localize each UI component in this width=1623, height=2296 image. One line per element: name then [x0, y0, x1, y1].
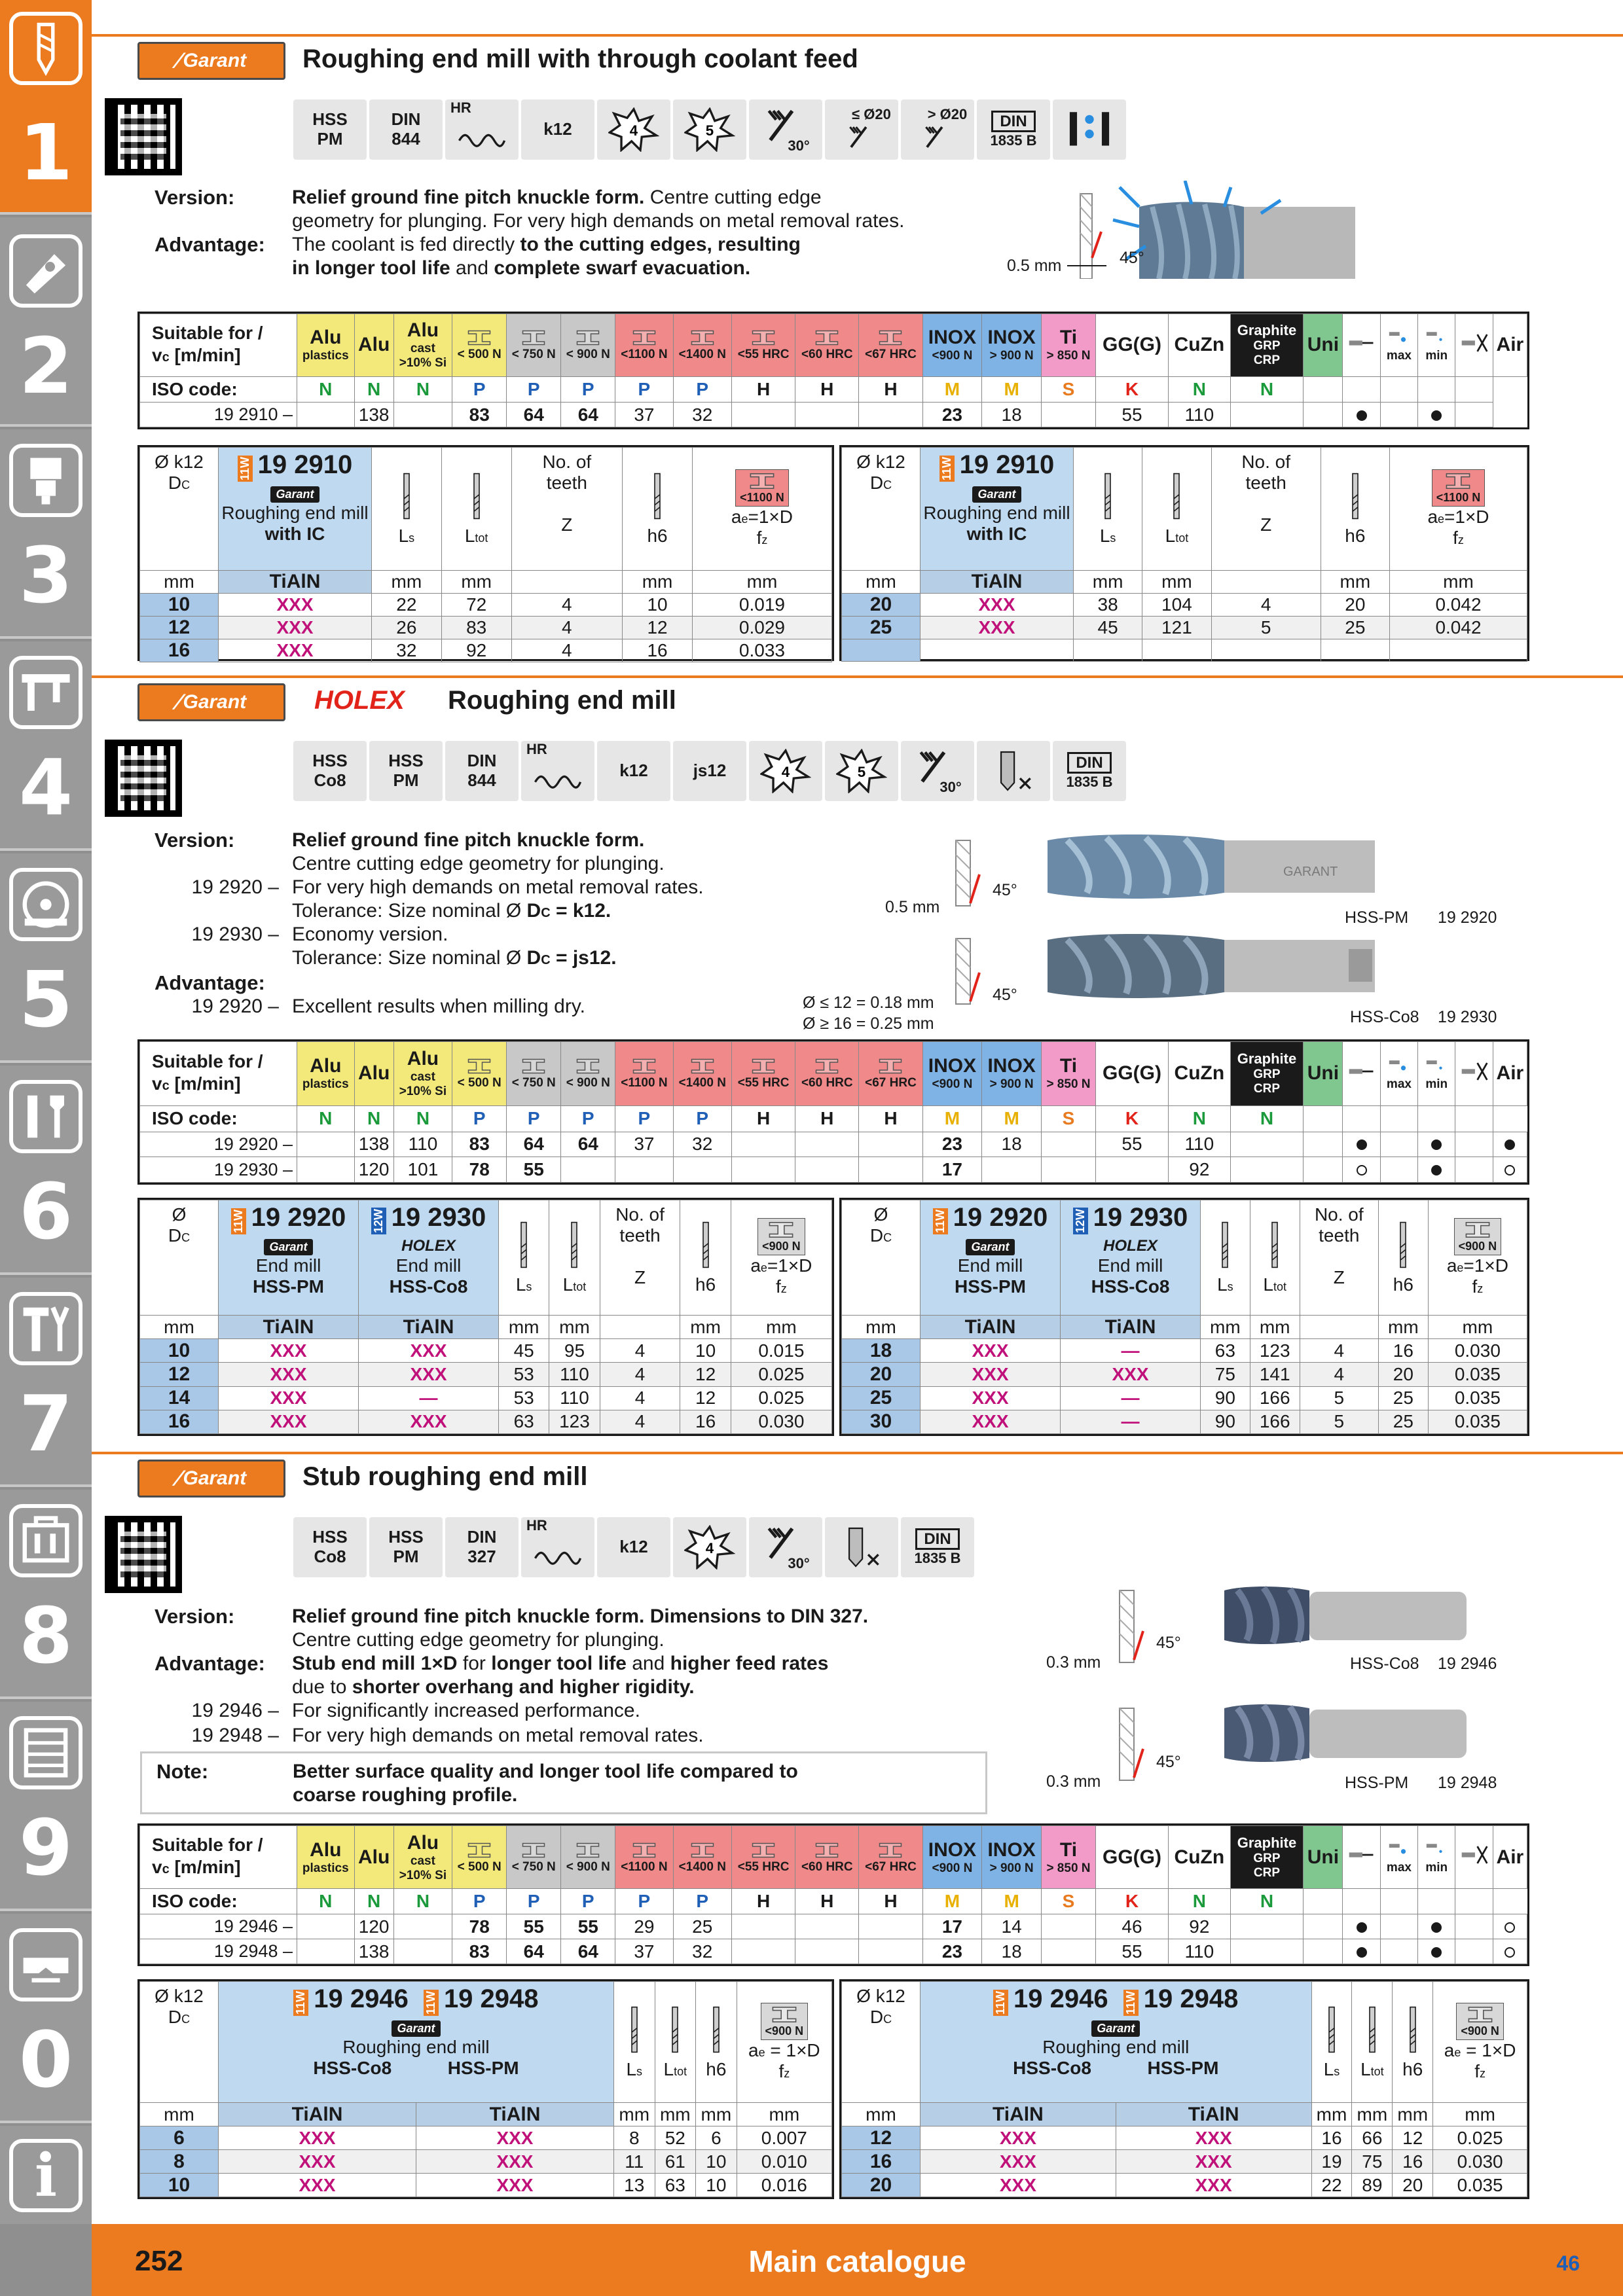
saw-blade-icon [9, 868, 82, 941]
symbol-plunge [825, 1517, 898, 1577]
matrix-row: 19 2930 – 120 101 78 55 17 92 [140, 1157, 1527, 1183]
iso-code-label: ISO code: [140, 1105, 297, 1132]
symbol-30: 30° [749, 99, 822, 160]
dimension-row: 20 XXX XXX 22 89 20 0.035 [842, 2174, 1527, 2197]
advantage-text: Excellent results when milling dry. [292, 996, 585, 1017]
chapter-number: 1 [18, 107, 73, 198]
advantage-label: Advantage: [155, 1652, 265, 1675]
symbol-k12: k12 [597, 741, 670, 801]
chapter-sidebar [0, 0, 92, 2296]
dry-icon [1343, 1042, 1380, 1106]
chapter-tab-1[interactable] [0, 0, 92, 215]
iso-code-label: ISO code: [140, 1889, 297, 1914]
chuck-icon [9, 444, 82, 517]
svg-text:4: 4 [781, 763, 790, 780]
advantage-label: Advantage: [155, 233, 265, 256]
variant-label: 19 2948 – [191, 1725, 279, 1746]
symbol-din-327: DIN 327 [445, 1517, 519, 1577]
section-divider [92, 675, 1623, 678]
dimension-row: 16 XXX XXX 19 75 16 0.030 [842, 2150, 1527, 2174]
symbol-din-844: DIN 844 [445, 741, 519, 801]
chapter-tab-3[interactable] [0, 429, 92, 639]
symbol-plunge [977, 741, 1050, 801]
symbol-4 [597, 99, 670, 160]
article-header: 11W 19 2910 Garant Roughing end mill with IC [921, 448, 1074, 571]
symbol-k12: k12 [597, 1517, 670, 1577]
coolant-end-mill-image [1002, 181, 1539, 279]
safety-goggles-icon [9, 1928, 82, 2001]
suitability-matrix-1: Suitable for / vc [m/min] Alu plastics Alu Alu cast >10% Si < 500 N < 750 N < 900 N <1100 N <1400 N <55 HRC <60 HRC <67 HRC INOX <900 N INOX > 900 N Ti > 850 N GG(G) CuZn Graphite GRP CRP Uni max min Air ISO code: N N N P P P P P H H H M M S K N N 19 2910 – 138 83 64 64 37 32 23 18 55 110 [137, 312, 1529, 429]
svg-text:5: 5 [705, 122, 714, 139]
matrix-row: 19 2948 – 138 83 64 64 37 32 23 18 55 110 [140, 1939, 1527, 1964]
qr-code[interactable] [105, 740, 182, 817]
image-article-number: 19 2948 [1438, 1774, 1497, 1792]
version-label: Version: [155, 829, 235, 852]
dimension-table-3-left: Ø k12 DC 11W 19 2946 11W 19 2948 Garant Roughing end mill HSS-Co8 HSS-PM Ls Ltot h6 <900 N ae = 1×D fz mm TiAlN TiAlN mm mm mm mm 6 XXX XXX 8 52 6 0.007 8 XXX XXX 11 61 10 0.010 10 XXX XXX 13 63 10 0.016 [137, 1979, 834, 2199]
article-header: 11W 19 2910 Garant Roughing end mill with IC [219, 448, 372, 571]
chamfer-dimension-small: Ø ≤ 12 = 0.18 mm [803, 994, 934, 1012]
image-article-number: 19 2946 [1438, 1655, 1497, 1673]
section-title: Roughing end mill with through coolant feed [302, 45, 858, 73]
variant-label: 19 2946 – [191, 1700, 279, 1721]
symbol-js12: js12 [673, 741, 746, 801]
svg-text:5: 5 [857, 763, 866, 780]
dimension-row: 20 XXX XXX 75 141 4 20 0.035 [842, 1363, 1527, 1386]
dimension-row: 16 XXX 32 92 4 16 0.033 [140, 639, 832, 662]
chapter-number: 2 [18, 321, 73, 411]
chapter-number: 0 [18, 2015, 73, 2105]
chapter-tab-0[interactable] [0, 1914, 92, 2123]
dimension-table-2-left: Ø DC 11W 19 2920 Garant End mill HSS-PM 12W 19 2930 HOLEX End mill HSS-Co8 Ls Ltot No. of teeth Z h6 <900 N ae=1×D fz mm TiAlN TiAlN mm mm mm mm 10 XXX XXX 45 95 4 10 0.015 12 XXX XXX 53 110 4 12 0.025 14 XXX — 53 110 4 12 0.025 16 XXX XXX 63 123 4 16 0.030 [137, 1198, 834, 1436]
suitability-matrix-2: Suitable for / vc [m/min] Alu plastics Alu Alu cast >10% Si < 500 N < 750 N < 900 N <1100 N <1400 N <55 HRC <60 HRC <67 HRC INOX <900 N INOX > 900 N Ti > 850 N GG(G) CuZn Graphite GRP CRP Uni max min Air ISO code: N N N P P P P P H H H M M S K N N 19 2920 – 138 110 83 64 64 37 32 23 18 55 110 19 2930 – 120 101 78 55 17 92 [137, 1039, 1529, 1185]
symbol-20: > Ø20 [901, 99, 974, 160]
page-number-right: 46 [1556, 2251, 1580, 2275]
dimension-row: 12 XXX 26 83 4 12 0.029 [140, 617, 832, 639]
variant-label: 19 2920 – [191, 996, 279, 1017]
image-material-label: HSS-Co8 [1350, 1008, 1419, 1026]
dimension-row: 12 XXX XXX 53 110 4 12 0.025 [140, 1363, 832, 1386]
symbol-din-844: DIN 844 [369, 99, 443, 160]
diameter-header: Ø k12 DC [140, 448, 219, 571]
chapter-tab-info[interactable] [0, 2126, 92, 2224]
matrix-row: 19 2910 – 138 83 64 64 37 32 23 18 55 110 [140, 403, 1527, 427]
variant-label: 19 2930 – [191, 924, 279, 945]
chamfer-angle: 45° [993, 881, 1017, 899]
dimension-row: 12 XXX XXX 16 66 12 0.025 [842, 2126, 1527, 2150]
no-coolant-icon [1455, 1042, 1493, 1106]
symbol-hr: HR [445, 99, 519, 160]
drill-icon [9, 12, 82, 85]
dimension-row: 6 XXX XXX 8 52 6 0.007 [140, 2126, 832, 2150]
dimension-row: 8 XXX XXX 11 61 10 0.010 [140, 2150, 832, 2174]
coolant-max-icon: max [1380, 1042, 1417, 1106]
dimension-row: 14 XXX — 53 110 4 12 0.025 [140, 1386, 832, 1410]
symbol-30: 30° [901, 741, 974, 801]
symbol-1835-b: DIN 1835 B [901, 1517, 974, 1577]
symbol-coolant [1053, 99, 1126, 160]
suitable-header: Suitable for / vc [m/min] [140, 1826, 297, 1889]
section-title: Roughing end mill [448, 686, 676, 715]
advantage-text: Stub end mill 1×D for longer tool life and higher feed rates due to shorter overhang and higher rigidity. [292, 1653, 829, 1698]
catalogue-title: Main catalogue [748, 2244, 966, 2278]
holex-logo: HOLEX [314, 686, 405, 715]
variant-text: For very high demands on metal removal rates. [292, 1725, 704, 1746]
dimension-row: 10 XXX XXX 13 63 10 0.016 [140, 2174, 832, 2197]
dimension-table-3-right: Ø k12 DC 11W 19 2946 11W 19 2948 Garant Roughing end mill HSS-Co8 HSS-PM Ls Ltot h6 <900 N ae = 1×D fz mm TiAlN TiAlN mm mm mm mm 12 XXX XXX 16 66 12 0.025 16 XXX XXX 19 75 16 0.030 20 XXX XXX 22 89 20 0.035 [839, 1979, 1529, 2199]
no-coolant-icon [1455, 1826, 1493, 1889]
symbol-hr: HR [521, 1517, 594, 1577]
dry-icon [1343, 314, 1380, 377]
suitability-matrix-3: Suitable for / vc [m/min] Alu plastics Alu Alu cast >10% Si < 500 N < 750 N < 900 N <1100 N <1400 N <55 HRC <60 HRC <67 HRC INOX <900 N INOX > 900 N Ti > 850 N GG(G) CuZn Graphite GRP CRP Uni max min Air ISO code: N N N P P P P P H H H M M S K N N 19 2946 – 120 78 55 55 29 25 17 14 46 92 19 2948 – 138 83 64 64 37 32 23 18 55 110 [137, 1823, 1529, 1966]
chamfer-dimension: 0.3 mm [1046, 1772, 1101, 1791]
chapter-number: 6 [18, 1166, 73, 1257]
dimension-row: 25 XXX — 90 166 5 25 0.035 [842, 1386, 1527, 1410]
cabinet-icon [9, 1716, 82, 1789]
chapter-number: 8 [18, 1590, 73, 1681]
symbol-hss-co8: HSS Co8 [293, 1517, 367, 1577]
symbol-k12: k12 [521, 99, 594, 160]
chapter-number: 3 [18, 530, 73, 620]
coolant-max-icon: max [1380, 1826, 1417, 1889]
symbol-hss-pm: HSS PM [369, 1517, 443, 1577]
dimension-row: 18 XXX — 63 123 4 16 0.030 [842, 1339, 1527, 1363]
chamfer-angle: 45° [1120, 249, 1144, 267]
section-divider [92, 1452, 1623, 1454]
dimension-row: 30 XXX — 90 166 5 25 0.035 [842, 1410, 1527, 1433]
roughing-end-mill-images [949, 831, 1539, 1028]
garant-logo: ⁄ Garant [137, 1460, 285, 1498]
coolant-min-icon: min [1418, 1826, 1455, 1889]
section-divider [92, 34, 1623, 37]
dimension-row: 10 XXX 22 72 4 10 0.019 [140, 594, 832, 617]
svg-text:GARANT: GARANT [1283, 865, 1338, 879]
chapter-tab-2[interactable] [0, 217, 92, 427]
image-material-label: HSS-PM [1345, 1774, 1409, 1792]
symbol-5 [825, 741, 898, 801]
image-material-label: HSS-PM [1345, 908, 1409, 927]
chamfer-dimension: 0.5 mm [885, 898, 940, 916]
chamfer-angle: 45° [993, 986, 1017, 1004]
chamfer-dimension: 0.3 mm [1046, 1653, 1101, 1672]
chamfer-angle: 45° [1156, 1634, 1181, 1652]
page-number: 252 [135, 2245, 183, 2277]
suitable-header: Suitable for / vc [m/min] [140, 314, 297, 377]
dimension-table-2-right: Ø DC 11W 19 2920 Garant End mill HSS-PM 12W 19 2930 HOLEX End mill HSS-Co8 Ls Ltot No. of teeth Z h6 <900 N ae=1×D fz mm TiAlN TiAlN mm mm mm mm 18 XXX — 63 123 4 16 0.030 20 XXX XXX 75 141 4 20 0.035 25 XXX — 90 166 5 25 0.035 30 XXX — 90 166 5 25 0.035 [839, 1198, 1529, 1436]
info-icon: i [9, 2139, 82, 2212]
symbol-4 [673, 1517, 746, 1577]
image-article-number: 19 2930 [1438, 1008, 1497, 1026]
caliper-icon [9, 656, 82, 729]
matrix-row: 19 2920 – 138 110 83 64 64 37 32 23 18 55 110 [140, 1132, 1527, 1157]
no-coolant-icon [1455, 314, 1493, 377]
toolbox-icon [9, 1504, 82, 1577]
coolant-min-icon: min [1418, 314, 1455, 377]
chamfer-angle: 45° [1156, 1753, 1181, 1771]
coolant-max-icon: max [1380, 314, 1417, 377]
svg-text:4: 4 [629, 122, 638, 139]
image-material-label: HSS-Co8 [1350, 1655, 1419, 1673]
symbol-5 [673, 99, 746, 160]
page-footer [92, 2224, 1623, 2296]
chamfer-dimension: 0.5 mm [1007, 257, 1062, 275]
variant-text: For significantly increased performance. [292, 1700, 640, 1721]
dry-icon [1343, 1826, 1380, 1889]
version-label: Version: [155, 1605, 235, 1628]
dimension-row: 10 XXX XXX 45 95 4 10 0.015 [140, 1339, 832, 1363]
advantage-label: Advantage: [155, 971, 265, 994]
diameter-header: Ø k12 DC [842, 448, 921, 571]
symbol-4 [749, 741, 822, 801]
stub-end-mill-images [1041, 1584, 1539, 1800]
qr-code[interactable] [105, 98, 182, 175]
version-label: Version: [155, 186, 235, 209]
chapter-tab-8[interactable] [0, 1490, 92, 1699]
symbol-1835-b: DIN 1835 B [1053, 741, 1126, 801]
advantage-text: The coolant is fed directly to the cutting edges, resulting in longer tool life and complete swarf evacuation. [292, 234, 801, 279]
dimension-row: 16 XXX XXX 63 123 4 16 0.030 [140, 1410, 832, 1433]
symbol-20: ≤ Ø20 [825, 99, 898, 160]
garant-logo: ⁄ Garant [137, 683, 285, 721]
chapter-tab-7[interactable] [0, 1278, 92, 1487]
symbol-hss-co8: HSS Co8 [293, 741, 367, 801]
dimension-table-1-left: Ø k12 DC 11W 19 2910 Garant Roughing end mill with IC Ls Ltot No. of teeth Z h6 <1100 N ae=1×D fz mm TiAlN mm mm mm mm 10 XXX 22 72 4 10 0.019 12 XXX 26 83 4 12 0.029 16 XXX 32 92 4 16 0.033 [137, 445, 834, 661]
dimension-row: 25 XXX 45 121 5 25 0.042 [842, 617, 1527, 639]
garant-logo: ⁄ Garant [137, 42, 285, 80]
wrench-icon [9, 1080, 82, 1153]
image-article-number: 19 2920 [1438, 908, 1497, 927]
symbol-hss-pm: HSS PM [369, 741, 443, 801]
version-text: Relief ground fine pitch knuckle form. Dimensions to DIN 327. Centre cutting edge geometry for plunging. [292, 1605, 869, 1651]
chapter-number: 5 [18, 954, 73, 1045]
dimension-row: 20 XXX 38 104 4 20 0.042 [842, 594, 1527, 617]
qr-code[interactable] [105, 1516, 182, 1593]
dimension-table-1-right: Ø k12 DC 11W 19 2910 Garant Roughing end mill with IC Ls Ltot No. of teeth Z h6 <1100 N ae=1×D fz mm TiAlN mm mm mm mm 20 XXX 38 104 4 20 0.042 25 XXX 45 121 5 25 0.042 [839, 445, 1529, 661]
chapter-number: 7 [18, 1378, 73, 1469]
version-text: Relief ground fine pitch knuckle form. Centre cutting edge geometry for plunging. [292, 829, 665, 874]
variant-text: For very high demands on metal removal rates. Tolerance: Size nominal Ø DC = k12. [292, 876, 704, 922]
symbol-1835-b: DIN 1835 B [977, 99, 1050, 160]
matrix-row: 19 2946 – 120 78 55 55 29 25 17 14 46 92 [140, 1914, 1527, 1939]
symbol-hr: HR [521, 741, 594, 801]
section-title: Stub roughing end mill [302, 1462, 588, 1491]
symbol-hss-pm: HSS PM [293, 99, 367, 160]
suitable-header: Suitable for / vc [m/min] [140, 1042, 297, 1106]
chamfer-dimension-large: Ø ≥ 16 = 0.25 mm [803, 1014, 934, 1033]
pliers-icon [9, 1292, 82, 1365]
note-box [140, 1751, 987, 1814]
chapter-number: 4 [18, 742, 73, 833]
chapter-tab-6[interactable] [0, 1066, 92, 1275]
svg-text:4: 4 [705, 1539, 714, 1556]
variant-text: Economy version. Tolerance: Size nominal Ø DC = js12. [292, 924, 617, 969]
version-text: Relief ground fine pitch knuckle form. Centre cutting edge geometry for plunging. For very high demands on metal removal rates. [292, 187, 905, 232]
coolant-min-icon: min [1418, 1042, 1455, 1106]
chapter-number: 9 [18, 1803, 73, 1893]
iso-code-label: ISO code: [140, 376, 297, 402]
chapter-tab-4[interactable] [0, 641, 92, 851]
insert-cutter-icon [9, 234, 82, 308]
variant-label: 19 2920 – [191, 876, 279, 898]
symbol-30: 30° [749, 1517, 822, 1577]
chapter-tab-5[interactable] [0, 853, 92, 1063]
chapter-tab-9[interactable] [0, 1702, 92, 1911]
note-label: Note: [156, 1760, 209, 1783]
note-text: Better surface quality and longer tool life compared to coarse roughing profile. [293, 1761, 798, 1806]
